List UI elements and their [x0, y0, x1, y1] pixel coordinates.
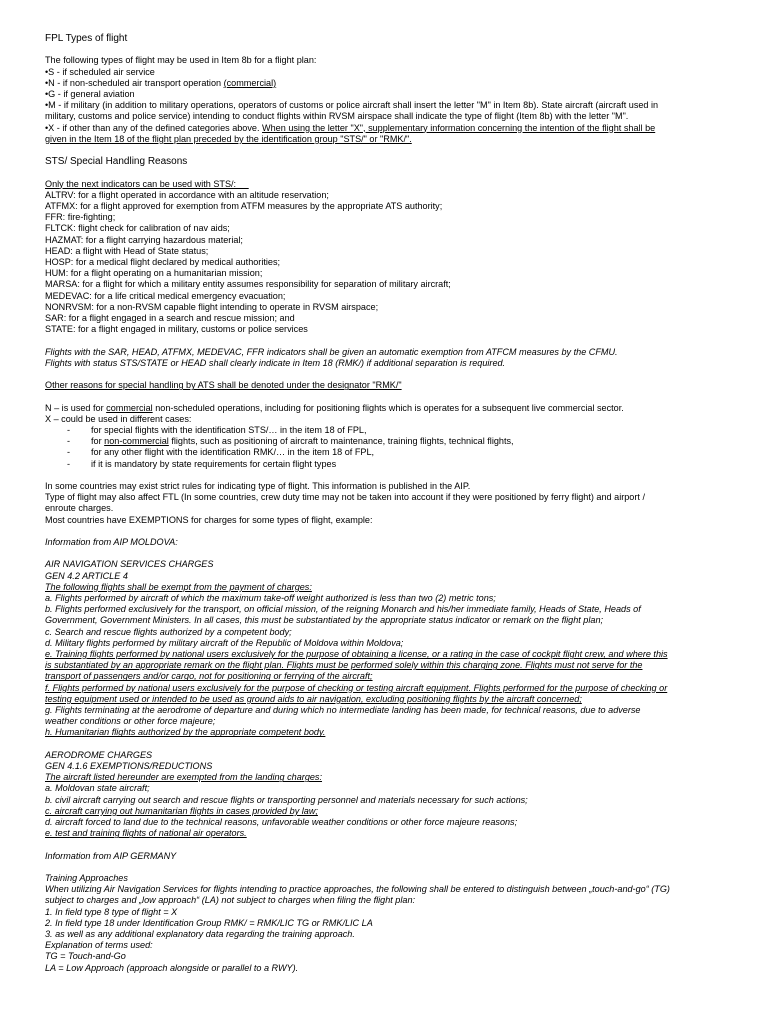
sts-title: STS/ Special Handling Reasons: [45, 156, 188, 168]
fpl-type-s: •S - if scheduled air service: [45, 66, 155, 77]
fpl-type-x-line1: •X - if other than any of the defined categories above. When using the letter "X", supplementary information concerning the intention of the flight shall be: [45, 122, 656, 133]
ad-item-e: e. test and training flights of national air operators.: [45, 828, 247, 839]
fpl-type-n: •N - if non-scheduled air transport operation (commercial): [45, 77, 277, 88]
list-item: - if it is mandatory by state requirements for certain flight types: [45, 459, 745, 470]
ans-item-e-line2: is substantiated by an appropriate remark on the flight plan. Flights must be performed solely within this charging zone. Flights must not serve for the: [45, 660, 643, 671]
fpl-type-x-line2: given in the Item 18 of the flight plan preceded by the identification group "STS/" or "RMK/".: [45, 133, 412, 144]
ans-item-g-line1: g. Flights terminating at the aerodrome of departure and during which no intermediate landing has been made, for technical reasons, due to adverse: [45, 705, 641, 716]
sts-item: NONRVSM: for a non-RVSM capable flight intending to operate in RVSM airspace;: [45, 301, 379, 312]
sts-item: MARSA: for a flight for which a military entity assumes responsibility for separation of military aircraft;: [45, 279, 451, 290]
ad-item-d: d. aircraft forced to land due to the technical reasons, unfavorable weather conditions or other force majeure reasons;: [45, 817, 518, 828]
ans-charges-title: AIR NAVIGATION SERVICES CHARGES: [45, 559, 214, 570]
sts-item: SAR: for a flight engaged in a search and rescue mission; and: [45, 313, 295, 324]
ans-item-b-line2: Government, Government Ministers. In all cases, this must be substantiated by the appropriate status indicator or remark on the flight plan;: [45, 615, 604, 626]
ans-item-c: c. Search and rescue flights authorized by a competent body;: [45, 626, 292, 637]
sts-item: STATE: for a flight engaged in military, customs or police services: [45, 324, 308, 335]
ans-item-b-line1: b. Flights performed exclusively for the transport, on official mission, of the reigning Monarch and his/her immediate family, Heads of State, Heads of: [45, 604, 641, 615]
sts-exemption-line1: Flights with the SAR, HEAD, ATFMX, MEDEVAC, FFR indicators shall be given an automatic exemption from ATFCM measures by the CFMU.: [45, 346, 618, 357]
countries-line4: Most countries have EXEMPTIONS for charges for some types of flight, example:: [45, 514, 373, 525]
document-page: [45, 33, 745, 974]
fpl-intro: The following types of flight may be used in Item 8b for a flight plan:: [45, 55, 317, 66]
sts-exemption-line2: Flights with status STS/STATE or HEAD shall clearly indicate in Item 18 (RMK/) if additional separation is required.: [45, 357, 506, 368]
n-usage: N – is used for commercial non-scheduled operations, including for positioning flights which is operates for a subsequent live commercial sector.: [45, 402, 624, 413]
ad-item-c: c. aircraft carrying out humanitarian flights in cases provided by law;: [45, 805, 318, 816]
moldova-heading: Information from AIP MOLDOVA:: [45, 537, 178, 548]
germany-heading: Information from AIP GERMANY: [45, 850, 177, 861]
sts-item: HOSP: for a medical flight declared by medical authorities;: [45, 257, 281, 268]
germany-line5: 3. as well as any additional explanatory data regarding the training approach.: [45, 929, 355, 940]
countries-line2: Type of flight may also affect FTL (In some countries, crew duty time may not be taken into account if they were positioned by ferry flight) and airport /: [45, 492, 645, 503]
sts-item: ALTRV: for a flight operated in accordance with an altitude reservation;: [45, 189, 329, 200]
list-item: - for any other flight with the identification RMK/… in the item 18 of FPL,: [45, 447, 745, 458]
fpl-title: FPL Types of flight: [45, 33, 128, 44]
ans-item-f-line2: testing equipment used or intended to be used as ground aids to air navigation, excluding positioning flights by the aircraft concerned;: [45, 693, 582, 704]
ad-item-b: b. civil aircraft carrying out search and rescue flights or transporting personnel and materials necessary for such actions;: [45, 794, 528, 805]
germany-line3: 1. In field type 8 type of flight = X: [45, 906, 178, 917]
sts-item: FLTCK: flight check for calibration of nav aids;: [45, 223, 230, 234]
fpl-type-g: •G - if general aviation: [45, 89, 135, 99]
countries-line3: enroute charges.: [45, 503, 114, 514]
sts-item: FFR: fire-fighting;: [45, 212, 116, 223]
list-item: - for non-commercial flights, such as positioning of aircraft to maintenance, training flights, technical flights,: [45, 436, 745, 447]
sts-other-reasons: Other reasons for special handling by ATS shall be denoted under the designator "RMK/": [45, 380, 402, 391]
ad-charges-title: AERODROME CHARGES: [45, 749, 153, 760]
training-approaches-title: Training Approaches: [45, 873, 128, 884]
germany-line7: TG = Touch-and-Go: [45, 951, 126, 962]
sts-item: HEAD: a flight with Head of State status;: [45, 245, 209, 256]
ad-charges-intro: The aircraft listed hereunder are exempted from the landing charges:: [45, 772, 323, 783]
x-cases-list: [45, 425, 745, 470]
ans-item-f-line1: f. Flights performed by national users exclusively for the purpose of checking or testing aircraft equipment. Flights performed for the purpose of checking or: [45, 682, 668, 693]
ans-item-e-line3: transport of passengers and/or cargo, not for positioning or ferrying of the aircraft;: [45, 671, 373, 682]
ad-charges-gen: GEN 4.1.6 EXEMPTIONS/REDUCTIONS: [45, 761, 213, 772]
germany-line2: subject to charges and „low approach“ (LA) not subject to charges when filing the flight plan:: [45, 895, 416, 906]
fpl-type-m-line1: •M - if military (in addition to military operations, operators of customs or police aircraft shall insert the letter "M" in Item 8b). State aircraft (aircraft used in: [45, 100, 659, 111]
germany-line4: 2. In field type 18 under Identification Group RMK/ = RMK/LIC TG or RMK/LIC LA: [45, 917, 373, 928]
germany-line6: Explanation of terms used:: [45, 940, 153, 951]
ans-item-h: h. Humanitarian flights authorized by the appropriate competent body.: [45, 727, 326, 738]
sts-item: HAZMAT: for a flight carrying hazardous material;: [45, 234, 243, 245]
sts-item: HUM: for a flight operating on a humanitarian mission;: [45, 268, 263, 279]
ans-item-d: d. Military flights performed by military aircraft of the Republic of Moldova within Moldova;: [45, 637, 404, 648]
x-usage: X – could be used in different cases:: [45, 413, 192, 424]
sts-item: ATFMX: for a flight approved for exemption from ATFM measures by the appropriate ATS authority;: [45, 201, 443, 211]
sts-item: MEDEVAC: for a life critical medical emergency evacuation;: [45, 290, 286, 301]
ans-charges-intro: The following flights shall be exempt from the payment of charges:: [45, 581, 312, 592]
list-item: - for special flights with the identification STS/… in the item 18 of FPL,: [45, 425, 745, 436]
countries-line1: In some countries may exist strict rules for indicating type of flight. This information is published in the AIP.: [45, 481, 471, 492]
ans-item-e-line1: e. Training flights performed by national users exclusively for the purpose of obtaining a license, or a rating in the case of cockpit flight crew, and where this: [45, 649, 668, 660]
ans-item-g-line2: weather conditions or other force majeure;: [45, 716, 216, 727]
sts-only-indicators: Only the next indicators can be used with STS/:: [45, 178, 249, 189]
ad-item-a: a. Moldovan state aircraft;: [45, 783, 150, 794]
ans-charges-gen: GEN 4.2 ARTICLE 4: [45, 570, 128, 581]
germany-line1: When utilizing Air Navigation Services for flights intending to practice approaches, the following shall be entered to distinguish between „touch-and-go“ (TG): [45, 884, 670, 895]
germany-line8: LA = Low Approach (approach alongside or parallel to a RWY).: [45, 962, 299, 973]
ans-item-a: a. Flights performed by aircraft of which the maximum take-off weight authorized is less than two (2) metric tons;: [45, 593, 496, 604]
fpl-type-m-line2: military, customs and police service) intending to conduct flights within RVSM airspace shall indicate the type of flight (Item 8b) with the letter "M".: [45, 111, 629, 122]
